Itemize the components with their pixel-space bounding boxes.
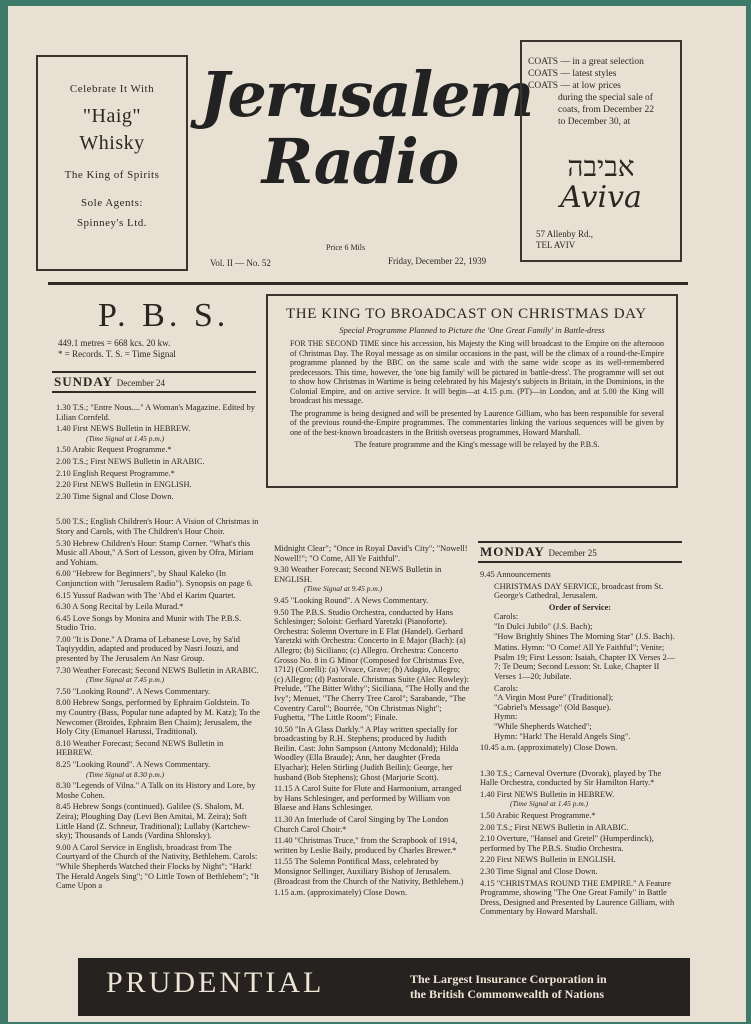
programme-text: 1.30 T.S.; "Entre Nous...." A Woman's Magazine. Edited by Lilian Cornfeld. [56, 403, 255, 422]
time-signal-note: (Time Signal at 7.45 p.m.) [86, 675, 165, 685]
programme-text: 2.20 First NEWS Bulletin in ENGLISH. [56, 480, 192, 490]
programme-entry [56, 445, 262, 455]
aviva-address-1: 57 Allenby Rd., [536, 229, 594, 239]
programme-text: 8.45 Hebrew Songs (continued). Galilee (S. Shalom, M. Zeira); Ploughing Day (Levi Ben Amitai, M. Zeira); Soft Little Hand (Z. Schneur, Traditional); Lullaby (Kartchew-sky); Thousands of Lands (Vardina Shlonsky). [56, 802, 251, 841]
price-label: Price 6 Mils [326, 243, 366, 252]
monday-carols2-label: Carols: [494, 683, 519, 693]
masthead-title-1: Jerusalem [200, 58, 533, 131]
aviva-hebrew-logo: אביבה [567, 150, 635, 183]
sunday-evening-list [56, 517, 262, 890]
programme-text: 2.10 Overture, "Hansel and Gretel" (Humperdinck), performed by The P.B.S. Studio Orchestra. [480, 834, 654, 853]
programme-entry [56, 424, 262, 443]
programme-text: 1.40 First NEWS Bulletin in HEBREW. [56, 424, 191, 434]
programme-text: 2.10 English Request Programme.* [56, 468, 175, 478]
programme-entry [56, 614, 262, 633]
programme-entry [56, 457, 262, 467]
programme-entry [480, 855, 680, 865]
programme-text: 2.30 Time Signal and Close Down. [480, 867, 598, 877]
sunday-day: SUNDAY [54, 374, 113, 389]
programme-entry [480, 823, 680, 833]
king-headline: THE KING TO BROADCAST ON CHRISTMAS DAY [286, 306, 647, 322]
programme-entry [56, 403, 262, 422]
programme-text: 9.50 The P.B.S. Studio Orchestra, conducted by Hans Schlesinger; Soloist: Gerhard Yaretzki (Pianoforte). Orchestra: Solemn Overture in E Flat (Handel). Gerhard Yaretzki with Orchestra: Concerto in E Major (Bach): (a) Allegro; (b) Siciliano; (c) Allegro. Orchestra: Concerto Grosso No. 8 in G Minor (Composed for Christmas Eve, 1712) (Corelli): (a) Vivace, Grave; (b) Adagio, Allegro; (c) Allegro; (d) Pastorale. Christmas Suite (Alec Rowley): Prelude, "The Bitter Withy"; Siciliana, "The Holly and the Ivy"; Menuet, "The Cherry Tree Carol"; Sarabande, "The Coventry Carol"; Bourrée, "On Christmas Night"; Fughetta, "The Little Room"; Finale. [274, 607, 470, 723]
monday-column [480, 570, 680, 919]
programme-entry [56, 843, 262, 891]
programme-text: 7.30 Weather Forecast; Second NEWS Bulletin in ARABIC. [56, 665, 259, 675]
programme-text: 7.00 "It is Done." A Drama of Lebanese Love, by Sa'id Taqiyyddin, adapted and produced by Nasri Jouzi, and presented by The Jerusalem An Nasr Group. [56, 634, 240, 664]
programme-entry [274, 784, 470, 813]
monday-close-down: 10.45 a.m. (approximately) Close Down. [480, 743, 618, 753]
sunday-morning-list [56, 403, 262, 501]
programme-entry [274, 565, 470, 594]
volume-label: Vol. II — No. 52 [210, 258, 271, 268]
programme-entry [274, 836, 470, 855]
sunday-heading [52, 371, 256, 393]
king-broadcast-box [266, 294, 678, 488]
programme-entry [274, 725, 470, 783]
programme-text: 10.50 "In A Glass Darkly." A Play written specially for broadcasting by R.H. Stephens; produced by Judith Beilin. Cast: John Sampson (Antony Mcdonald); Hilda Woodley (Ella Braude); Ann, her daughter (Freda Elyachar); Helen Stirling (Judith Beilin); George, her husband (Bob Stephens); Ghost (Marjorie Scott). [274, 724, 459, 782]
programme-entry [56, 666, 262, 685]
monday-carol-3: "A Virgin Most Pure" (Traditional); [494, 693, 614, 703]
coats-line: during the special sale of [558, 93, 653, 103]
programme-text: 1.50 Arabic Request Programme.* [56, 445, 172, 455]
king-paragraph-3: The feature programme and the King's message will be relayed by the P.B.S. [354, 440, 600, 449]
programme-text: 11.55 The Solemn Pontifical Mass, celebrated by Monsignor Sellinger, Auxiliary Bishop of Jerusalem. (Broadcast from the Church of the Nativity, Bethlehem.) [274, 857, 464, 886]
prudential-tagline-2: the British Commonwealth of Nations [410, 987, 604, 1001]
programme-text: 8.25 "Looking Round". A News Commentary. [56, 760, 211, 769]
monday-carol-2: "How Brightly Shines The Morning Star" (J.S. Bach). [494, 631, 675, 641]
programme-entry [56, 469, 262, 479]
issue-date: Friday, December 22, 1939 [388, 256, 487, 266]
pbs-legend: * = Records. T. S. = Time Signal [58, 349, 176, 359]
programme-entry [56, 591, 262, 601]
monday-order-label: Order of Service: [548, 602, 612, 612]
programme-entry [56, 492, 262, 502]
programme-entry [56, 602, 262, 612]
programme-text: 9.30 Weather Forecast; Second NEWS Bulletin in ENGLISH. [274, 565, 442, 584]
programme-text: 9.00 A Carol Service in English, broadcast from The Courtyard of the Church of the Nativity, Bethlehem. Carols: "While Shepherds Watched their Flocks by Night"; "Hark! The Herald Angels Sing"; "O Little Town of Bethlehem"; "It Came Upon a [56, 842, 259, 891]
prudential-tagline [410, 972, 607, 1002]
programme-entry [56, 687, 262, 697]
haig-line3: Whisky [79, 132, 145, 154]
king-paragraph-1: FOR THE SECOND TIME since his accession, his Majesty the King will broadcast to the Empire on the afternoon of Christmas Day. The Royal message as on similar occasions in the past, will be the climax of a round-the-Empire programme planned by the BBC on the same scale and with the same wide scope as its well-remembered predecessors. This time, however, the 'one big family' will be pictured in 'battle-dress'. The programme will set out to show how Christmas in Wartime is being celebrated by his Majesty's subjects in Britain, in the Dominions, in the Colonial Empire, and on active service. It will begin—at 4.15 p.m. (PT)—in London, and at 5.00 the King will broadcast his message. [290, 339, 664, 405]
masthead-rule [48, 282, 688, 285]
sunday-continued-column [274, 544, 470, 900]
programme-text: 8.30 "Legends of Vilna." A Talk on its History and Lore, by Moshe Cohen. [56, 781, 256, 800]
masthead-title-2: Radio [261, 125, 459, 198]
monday-hymn-2: Hymn: "Hark! The Herald Angels Sing". [494, 731, 631, 741]
time-signal-note: (Time Signal at 1.45 p.m.) [510, 799, 589, 809]
programme-text: 2.00 T.S.; First NEWS Bulletin in ARABIC. [480, 822, 629, 832]
coats-line: to December 30, at [558, 117, 631, 127]
programme-text: 6.15 Yussuf Radwan with The 'Abd el Karim Quartet. [56, 590, 236, 600]
programme-entry [56, 698, 262, 736]
time-signal-note: (Time Signal at 8.30 p.m.) [86, 769, 165, 779]
monday-hymn-label: Hymn: [494, 712, 518, 722]
programme-entry [480, 790, 680, 809]
programme-text: Midnight Clear"; "Once in Royal David's City"; "Nowell! Nowell!"; "O Come, All Ye Faithful". [274, 544, 468, 563]
sunday-continued-list [274, 544, 470, 898]
coats-line: COATS — latest styles [528, 69, 617, 79]
programme-entry [274, 815, 470, 834]
prudential-tagline-1: The Largest Insurance Corporation in [410, 972, 607, 986]
programme-entry [480, 879, 680, 917]
programme-entry [56, 517, 262, 536]
monday-carols-label: Carols: [494, 612, 519, 622]
programme-entry [274, 596, 470, 606]
programme-text: 5.00 T.S.; English Children's Hour: A Vision of Christmas in Story and Carols, with The Children's Hour Choir. [56, 517, 259, 536]
programme-text: 11.15 A Carol Suite for Flute and Harmonium, arranged by Hans Schlesinger, and performed by William von Blaese and Hans Schlesinger. [274, 784, 462, 813]
programme-entry [56, 539, 262, 568]
programme-entry [56, 739, 262, 758]
monday-carol-1: "In Dulci Jubilo" (J.S. Bach); [494, 621, 593, 631]
coats-line: coats, from December 22 [558, 105, 655, 115]
monday-service-title: CHRISTMAS DAY SERVICE, broadcast from St. George's Cathedral, Jerusalem. [494, 581, 664, 601]
monday-announcements: 9.45 Announcements [480, 570, 551, 579]
monday-heading [478, 541, 682, 563]
pbs-title: P. B. S. [98, 297, 230, 334]
time-signal-note: (Time Signal at 9.45 p.m.) [304, 584, 383, 594]
programme-text: 11.40 "Christmas Truce," from the Scrapbook of 1914, written by Leslie Baily, produced by Charles Brewer.* [274, 836, 458, 855]
aviva-logo: Aviva [560, 180, 642, 215]
monday-hymn-1: "While Shepherds Watched"; [494, 721, 592, 731]
programme-text: 2.20 First NEWS Bulletin in ENGLISH. [480, 855, 616, 865]
haig-line4: The King of Spirits [64, 169, 160, 181]
programme-entry [274, 857, 470, 886]
monday-carol-4: "Gabriel's Message" (Old Basque). [494, 702, 612, 712]
programme-entry [274, 608, 470, 723]
programme-entry [480, 811, 680, 821]
programme-entry [480, 769, 680, 788]
programme-text: 1.30 T.S.; Carneval Overture (Dvorak), played by The Halle Orchestra, conducted by Sir Hamilton Harty.* [480, 768, 662, 788]
programme-text: 7.50 "Looking Round". A News Commentary. [56, 686, 211, 696]
programme-text: 4.15 "CHRISTMAS ROUND THE EMPIRE." A Feature Programme, showing "The One Great Family" in Battle Dress, Designed and Presented by Laurence Gilliam, with Commentary by Howard Marshall. [480, 878, 675, 917]
sunday-date: December 24 [116, 378, 165, 388]
king-paragraph-2: The programme is being designed and will be presented by Laurence Gilliam, who has been responsible for several of the previous round-the-Empire programmes. The commentaries linking the various sequences will be given by one of the best-known broadcasters in the British overseas programmes, Howard Marshall. [290, 408, 664, 437]
programme-text: 9.45 "Looking Round". A News Commentary. [274, 595, 429, 605]
programme-entry [480, 834, 680, 853]
programme-entry [56, 480, 262, 490]
prudential-name: PRUDENTIAL [106, 966, 325, 999]
programme-entry [274, 544, 470, 563]
haig-line1: Celebrate It With [69, 83, 155, 95]
haig-line5: Sole Agents: [81, 197, 143, 209]
monday-date: December 25 [548, 548, 597, 558]
programme-text: 6.30 A Song Recital by Leila Murad.* [56, 602, 184, 612]
monday-matins: Matins. Hymn: "O Come! All Ye Faithful"; Venite; Psalm 19; First Lesson: Isaiah, Chapter IX Verses 2—7; Te Deum; Second Lesson: St. Luke, Chapter II Verses 1—20; Jubilate. [494, 643, 676, 681]
programme-entry [56, 760, 262, 779]
coats-line: COATS — in a great selection [528, 57, 644, 67]
programme-text: 11.30 An Interlude of Carol Singing by The London Church Carol Choir.* [274, 815, 449, 834]
haig-line2: "Haig" [82, 105, 142, 127]
pbs-frequency: 449.1 metres = 668 kcs. 20 kw. [58, 338, 171, 348]
programme-text: 1.15 a.m. (approximately) Close Down. [274, 888, 408, 898]
programme-text: 8.10 Weather Forecast; Second NEWS Bulletin in HEBREW. [56, 738, 224, 758]
programme-text: 6.45 Love Songs by Monira and Munir with The P.B.S. Studio Trio. [56, 613, 242, 633]
programme-entry [56, 635, 262, 664]
coats-line: COATS — at low prices [528, 81, 621, 91]
king-subtitle: Special Programme Planned to Picture the 'One Great Family' in Battle-dress [339, 325, 605, 335]
programme-text: 5.30 Hebrew Children's Hour: Stamp Corner. "What's this Music all About," A Sort of Lesson, given by Ofra, Miriam and Yohiam. [56, 538, 254, 567]
aviva-address-2: TEL AVIV [536, 240, 576, 250]
programme-text: 1.50 Arabic Request Programme.* [480, 811, 596, 821]
programme-entry [274, 888, 470, 898]
programme-text: 2.00 T.S.; First NEWS Bulletin in ARABIC. [56, 456, 205, 466]
programme-text: 8.00 Hebrew Songs, performed by Ephraim Goldstein. To my Country (Bass, Popular tune adapted by M. Katz); To the Newcomer (Broides, Ephraim Ben Chaim); Jerusalem, the Holy City (Emanuel Harussi, Traditional). [56, 698, 260, 737]
masthead [200, 58, 533, 198]
programme-entry [56, 569, 262, 588]
time-signal-note: (Time Signal at 1.45 p.m.) [86, 433, 165, 443]
haig-line6: Spinney's Ltd. [76, 217, 148, 229]
monday-day: MONDAY [480, 544, 545, 559]
programme-entry [480, 867, 680, 877]
aviva-coats-ad [520, 40, 682, 262]
programme-entry [56, 781, 262, 800]
prudential-ad [78, 958, 690, 1016]
programme-entry [56, 802, 262, 840]
sunday-column [56, 403, 262, 893]
haig-whisky-ad [36, 55, 188, 271]
programme-text: 1.40 First NEWS Bulletin in HEBREW. [480, 789, 615, 799]
pbs-meta [58, 338, 176, 360]
programme-text: 2.30 Time Signal and Close Down. [56, 491, 174, 501]
programme-text: 6.00 "Hebrew for Beginners", by Shaul Kaleko (In Conjunction with "Jerusalem Radio"). Synopsis on page 6. [56, 569, 253, 588]
monday-afternoon-list [480, 769, 680, 917]
